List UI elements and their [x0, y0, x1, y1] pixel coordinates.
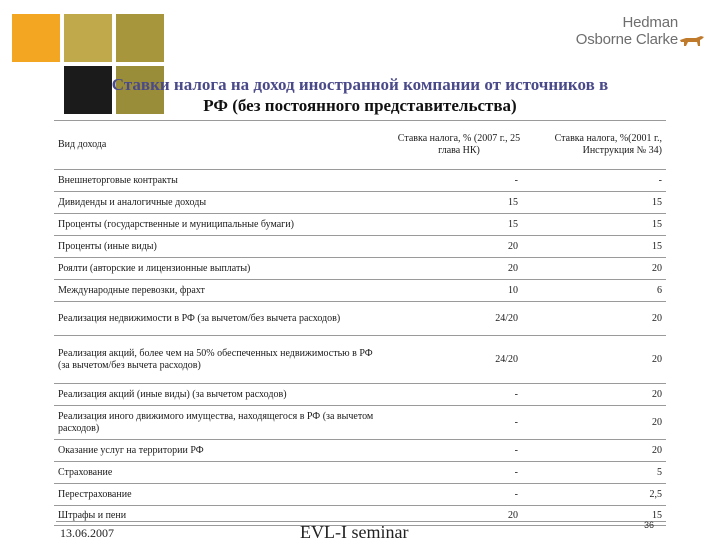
table-row: [54, 236, 666, 258]
row-rate-2001: 15: [528, 192, 666, 214]
row-income-type: Оказание услуг на территории РФ: [54, 440, 390, 462]
row-income-type: Реализация недвижимости в РФ (за вычетом/без вычета расходов): [54, 302, 390, 336]
row-income-type: Дивиденды и аналогичные доходы: [54, 192, 390, 214]
row-rate-2007: -: [390, 462, 528, 484]
row-income-type: Проценты (иные виды): [54, 236, 390, 258]
row-rate-2007: -: [390, 440, 528, 462]
row-rate-2001: 15: [528, 214, 666, 236]
table-row: [54, 302, 666, 336]
page-number: 36: [644, 520, 655, 530]
row-income-type: Страхование: [54, 462, 390, 484]
row-income-type: Международные перевозки, фрахт: [54, 280, 390, 302]
company-logo: [575, 14, 706, 50]
row-income-type: Проценты (государственные и муниципальные бумаги): [54, 214, 390, 236]
row-rate-2007: 24/20: [390, 336, 528, 384]
table-row: [54, 440, 666, 462]
tax-rates-table: [54, 120, 666, 526]
row-rate-2007: 24/20: [390, 302, 528, 336]
row-rate-2001: 15: [528, 506, 666, 526]
row-rate-2007: -: [390, 170, 528, 192]
header-income-type: Вид дохода: [54, 121, 390, 170]
decor-square-orange: [12, 14, 60, 62]
row-income-type: Перестрахование: [54, 484, 390, 506]
logo-line1: Hedman: [622, 14, 678, 31]
row-income-type: Реализация акций, более чем на 50% обеспеченных недвижимостью в РФ (за вычетом/без вычета расходов): [54, 336, 390, 384]
row-rate-2007: 20: [390, 506, 528, 526]
title-line1: Ставки налога на доход иностранной компании от источников в: [111, 75, 609, 94]
row-rate-2007: 20: [390, 236, 528, 258]
table-header-row: [54, 121, 666, 170]
logo-line2: Osborne Clarke: [575, 31, 678, 48]
row-rate-2001: 20: [528, 302, 666, 336]
row-rate-2007: -: [390, 484, 528, 506]
table-row: [54, 336, 666, 384]
footer-seminar: EVL-I seminar: [300, 522, 409, 542]
row-rate-2001: -: [528, 170, 666, 192]
table-row: [54, 462, 666, 484]
row-income-type: Реализация акций (иные виды) (за вычетом расходов): [54, 384, 390, 406]
row-rate-2001: 15: [528, 236, 666, 258]
table-row: [54, 170, 666, 192]
header-rate-2001: Ставка налога, %(2001 г., Инструкция № 34): [528, 121, 666, 170]
table-row: [54, 258, 666, 280]
row-income-type: Роялти (авторские и лицензионные выплаты): [54, 258, 390, 280]
row-rate-2001: 20: [528, 440, 666, 462]
row-rate-2001: 6: [528, 280, 666, 302]
slide-title: [40, 74, 680, 116]
row-rate-2001: 2,5: [528, 484, 666, 506]
cheetah-icon: [678, 34, 706, 48]
row-rate-2001: 20: [528, 258, 666, 280]
table-row: [54, 384, 666, 406]
table-row: [54, 484, 666, 506]
row-rate-2001: 20: [528, 384, 666, 406]
table-row: [54, 406, 666, 440]
table-row: [54, 192, 666, 214]
decor-square-mustard: [116, 14, 164, 62]
table-row: [54, 214, 666, 236]
row-rate-2007: -: [390, 384, 528, 406]
row-income-type: Реализация иного движимого имущества, находящегося в РФ (за вычетом расходов): [54, 406, 390, 440]
row-rate-2001: 20: [528, 336, 666, 384]
row-income-type: Внешнеторговые контракты: [54, 170, 390, 192]
decor-square-olive: [64, 14, 112, 62]
row-rate-2007: 15: [390, 214, 528, 236]
footer-date: 13.06.2007: [60, 526, 114, 540]
row-rate-2001: 20: [528, 406, 666, 440]
title-line2: РФ (без постоянного представительства): [203, 96, 517, 115]
row-rate-2007: -: [390, 406, 528, 440]
row-rate-2007: 20: [390, 258, 528, 280]
row-rate-2007: 10: [390, 280, 528, 302]
header-rate-2007: Ставка налога, % (2007 г., 25 глава НК): [390, 121, 528, 170]
row-rate-2001: 5: [528, 462, 666, 484]
table-row: [54, 280, 666, 302]
row-rate-2007: 15: [390, 192, 528, 214]
row-income-type: Штрафы и пени: [54, 506, 390, 526]
